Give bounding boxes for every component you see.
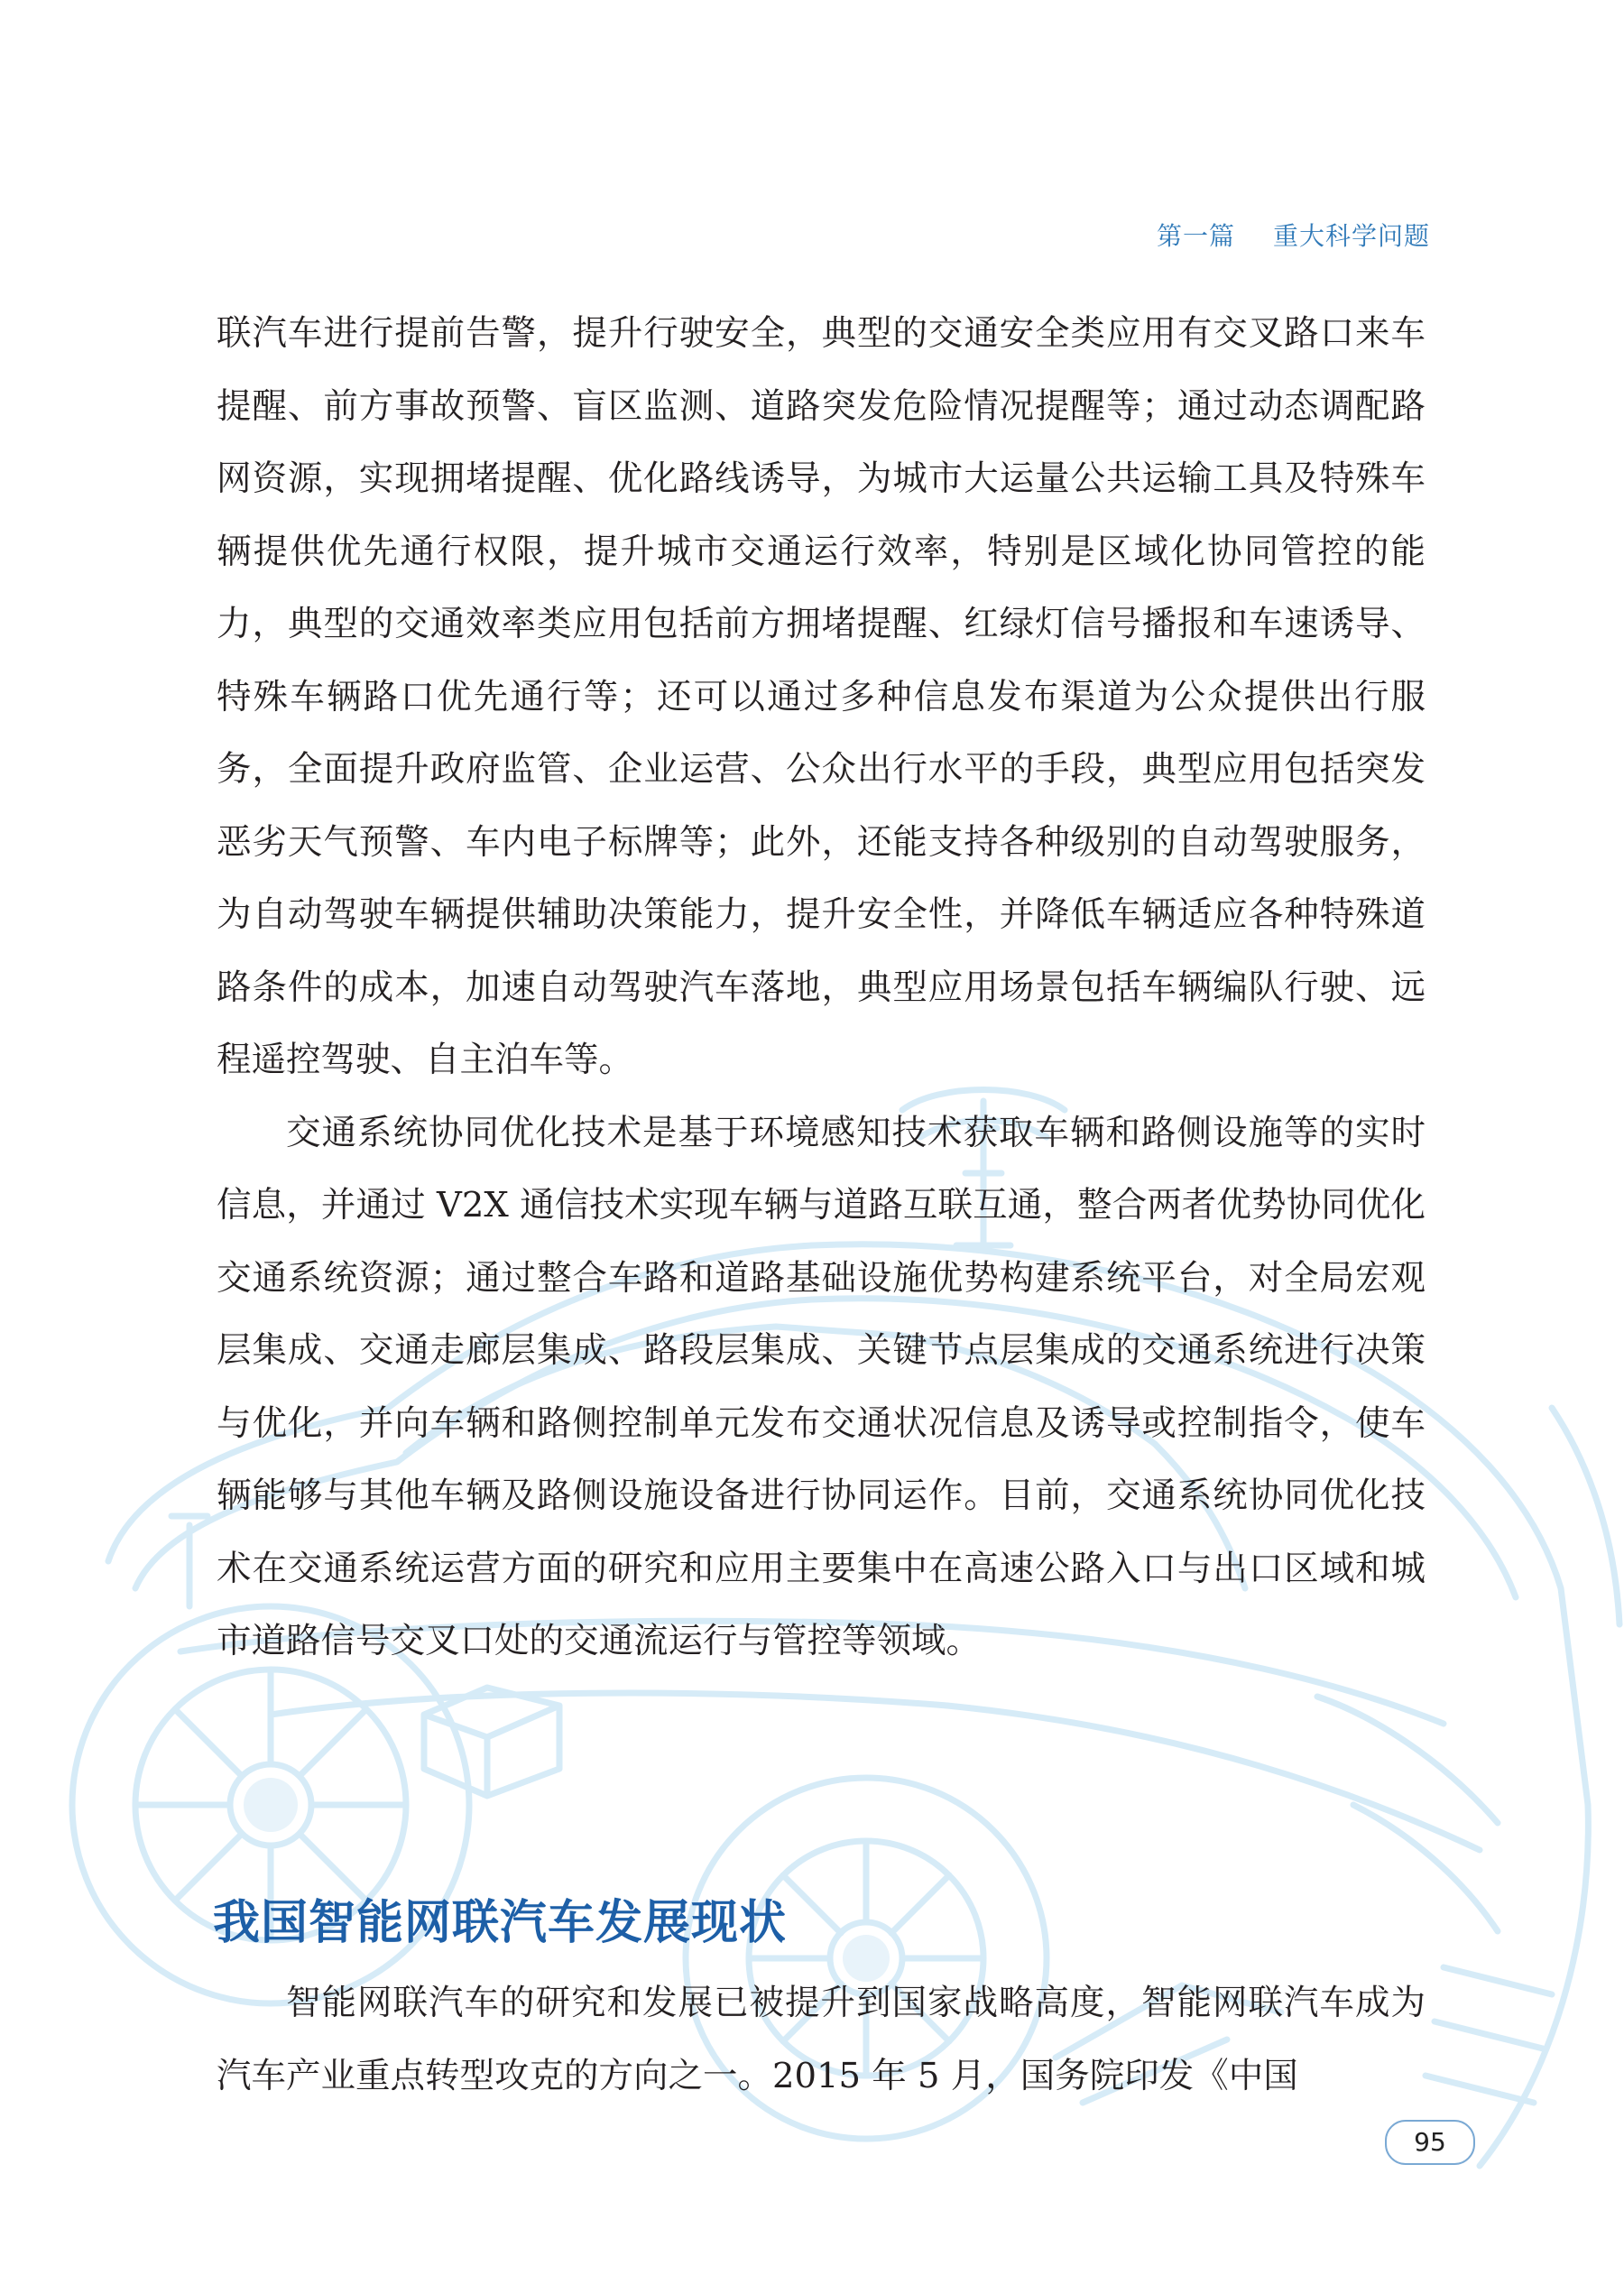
running-header bbox=[1157, 217, 1430, 253]
header-title: 重大科学问题 bbox=[1272, 221, 1430, 251]
paragraph-traffic-optimization: 交通系统协同优化技术是基于环境感知技术获取车辆和路侧设施等的实时信息，并通过 V2X 通信技术实现车辆与道路互联互通，整合两者优势协同优化交通系统资源；通过整合车路和道路基础设施优势构建系统平台，对全局宏观层集成、交通走廊层集成、路段层集成、关键节点层集成的交通系统进行决策与优化，并向车辆和路侧控制单元发布交通状况信息及诱导或控制指令，使车辆能够与其他车辆及路侧设施设备进行协同运作。目前，交通系统协同优化技术在交通系统运营方面的研究和应用主要集中在高速公路入口与出口区域和城市道路信号交叉口处的交通流运行与管控等领域。 bbox=[217, 1112, 1426, 1661]
paragraph-continuation: 联汽车进行提前告警，提升行驶安全，典型的交通安全类应用有交叉路口来车提醒、前方事故预警、盲区监测、道路突发危险情况提醒等；通过动态调配路网资源，实现拥堵提醒、优化路线诱导，为城市大运量公共运输工具及特殊车辆提供优先通行权限，提升城市交通运行效率，特别是区域化协同管控的能力，典型的交通效率类应用包括前方拥堵提醒、红绿灯信号播报和车速诱导、特殊车辆路口优先通行等；还可以通过多种信息发布渠道为公众提供出行服务，全面提升政府监管、企业运营、公众出行水平的手段，典型应用包括突发恶劣天气预警、车内电子标牌等；此外，还能支持各种级别的自动驾驶服务，为自动驾驶车辆提供辅助决策能力，提升安全性，并降低车辆适应各种特殊道路条件的成本，加速自动驾驶汽车落地，典型应用场景包括车辆编队行驶、远程遥控驾驶、自主泊车等。 bbox=[217, 313, 1426, 1080]
section-heading: 我国智能网联汽车发展现状 bbox=[213, 1896, 788, 1951]
body-text-top bbox=[217, 298, 1426, 1679]
page-number: 95 bbox=[1385, 2120, 1475, 2165]
body-text-section bbox=[217, 1967, 1426, 2113]
header-chapter: 第一篇 bbox=[1156, 221, 1235, 251]
paragraph-development-status: 智能网联汽车的研究和发展已被提升到国家战略高度，智能网联汽车成为汽车产业重点转型攻克的方向之一。2015 年 5 月，国务院印发《中国 bbox=[217, 1983, 1426, 2096]
